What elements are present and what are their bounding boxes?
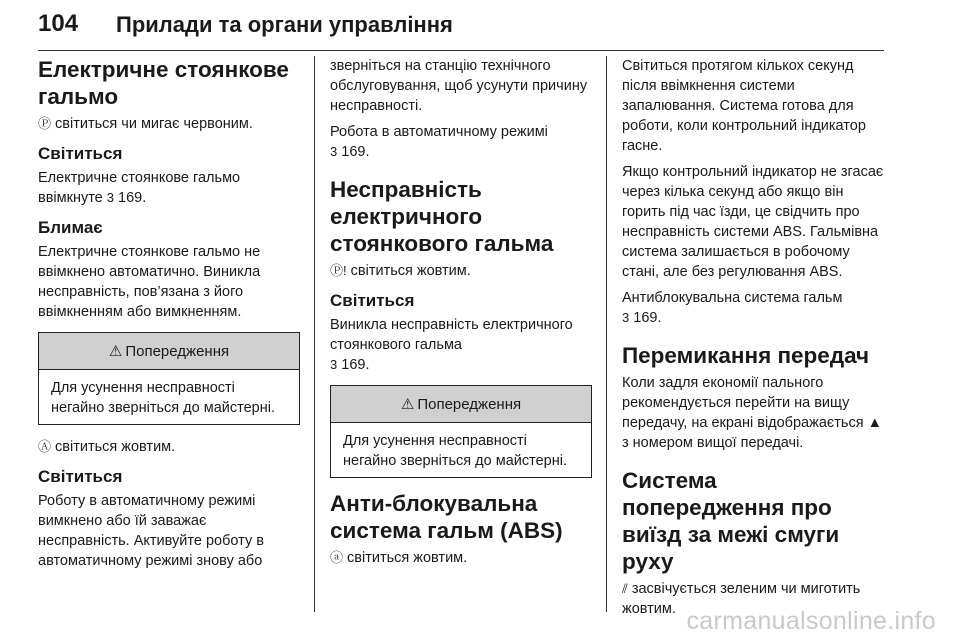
warning-header [331, 386, 591, 423]
fault-paragraph [330, 315, 592, 375]
page-reference: 169. [118, 190, 147, 206]
body-text: Виникла несправність електричного стоянкового гальма [330, 317, 573, 353]
page-reference: 169. [633, 310, 662, 326]
section-heading-gear-shift: Перемикання передач [622, 343, 870, 368]
abs-paragraph-1: Світиться протягом кількох секунд після ввімкнення системи запалювання. Система готова для роботи, коли контрольний індикатор гасне. [622, 58, 866, 154]
shift-up-arrow-icon: ▲ [867, 415, 882, 431]
ref-arrow-icon: 3 [330, 144, 338, 159]
warning-title: Попередження [125, 342, 230, 360]
section-heading-park-brake: Електричне стоянкове гальмо [38, 57, 289, 109]
column-divider [314, 56, 315, 612]
warning-header [39, 333, 299, 370]
auto-mode-icon: Ⓐ [38, 439, 52, 454]
lit-paragraph [38, 168, 300, 208]
column-2 [330, 56, 592, 574]
auto-mode-paragraph [330, 122, 592, 162]
park-brake-icon: Ⓟ [38, 116, 52, 131]
warning-box [38, 332, 300, 425]
abs-paragraph-2: Якщо контрольний індикатор не згасає через кілька секунд або якщо він горить під час їзди, це свідчить про несправність системи ABS. Гальмівна система залишається в робочому стані, але без регулювання ABS. [622, 164, 884, 280]
abs-status [330, 548, 592, 568]
subheading-blink: Блимає [38, 218, 103, 237]
status-text: світиться чи мигає червоним. [51, 116, 253, 132]
ref-arrow-icon: 3 [106, 190, 115, 205]
park-brake-status [38, 114, 300, 134]
ref-arrow-icon: 3 [330, 357, 338, 372]
column-1 [38, 56, 300, 577]
watermark: carmanualsonline.info [686, 607, 936, 635]
body-text: Електричне стоянкове гальмо ввімкнуте [38, 170, 241, 206]
body-text: Робота в автоматичному режимі [330, 124, 548, 140]
warning-text: Для усунення несправності негайно зверніться до майстерні. [343, 433, 567, 469]
auto-paragraph: Роботу в автоматичному режимі вимкнено або їй заважає несправність. Активуйте роботу в автоматичному режимі знову або [38, 493, 264, 569]
status-text: світиться жовтим. [51, 439, 176, 455]
brake-fault-icon: Ⓟ! [330, 263, 347, 278]
shift-paragraph [622, 373, 884, 453]
page-header-title: Прилади та органи управління [116, 12, 453, 37]
status-text: світиться жовтим. [343, 550, 468, 566]
warning-title: Попередження [417, 395, 522, 413]
section-heading-lane-departure: Система попередження про виїзд за межі смуги руху [622, 468, 840, 574]
continuation-paragraph: зверніться на станцію технічного обслуговування, щоб усунути причину несправності. [330, 58, 588, 114]
section-heading-brake-fault: Несправність електричного стоянкового гальма [330, 177, 554, 256]
fault-status [330, 261, 592, 281]
body-text: Коли задля економії пального рекомендується перейти на вищу передачу, на екрані відображається [622, 375, 868, 431]
ref-arrow-icon: 3 [622, 310, 630, 325]
section-heading-abs: Анти-блокувальна система гальм (ABS) [330, 491, 563, 543]
subheading-lit: Світиться [330, 291, 415, 310]
column-3 [622, 56, 884, 625]
body-text: з номером вищої передачі. [622, 435, 804, 451]
warning-icon: ⚠ [400, 396, 415, 413]
abs-paragraph-3 [622, 288, 884, 328]
page-header [38, 6, 884, 51]
body-text: Антиблокувальна система гальм [622, 290, 843, 306]
warning-icon: ⚠ [108, 343, 123, 360]
column-divider [606, 56, 607, 612]
page-reference: 169. [341, 144, 370, 160]
status-text: засвічується зеленим чи миготить жовтим. [622, 581, 861, 617]
subheading-lit: Світиться [38, 467, 123, 486]
subheading-lit: Світиться [38, 144, 123, 163]
auto-status [38, 437, 300, 457]
abs-icon: ⓐ [330, 550, 344, 565]
status-text: світиться жовтим. [346, 263, 471, 279]
page-number: 104 [38, 10, 79, 37]
warning-text: Для усунення несправності негайно зверніться до майстерні. [51, 380, 275, 416]
lane-departure-icon: ⫽ [622, 581, 628, 596]
page-reference: 169. [341, 357, 370, 373]
blink-paragraph: Електричне стоянкове гальмо не ввімкнено автоматично. Виникла несправність, пов’язана з його ввімкненням або вимкненням. [38, 244, 261, 320]
warning-box [330, 385, 592, 478]
